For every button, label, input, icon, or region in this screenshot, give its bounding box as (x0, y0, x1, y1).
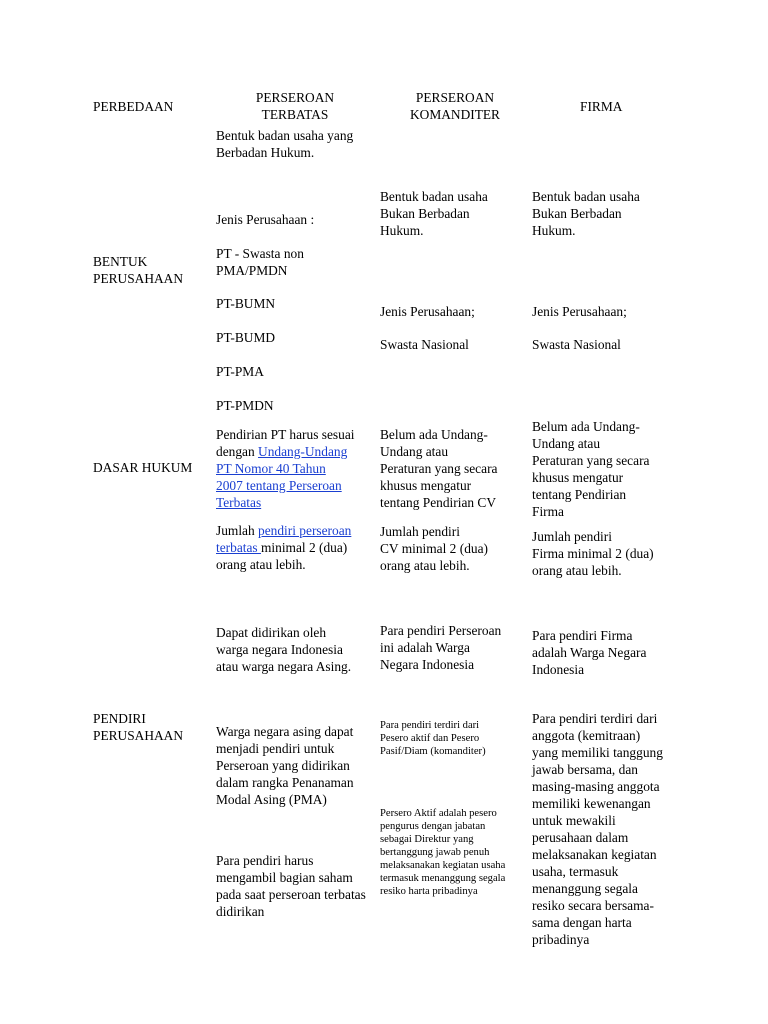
cv-dasar-line5: tentang Pendirian CV (380, 495, 497, 510)
firma-bentuk-line2: Bukan Berbadan (532, 206, 622, 221)
pt-jumlah-line3: orang atau lebih. (216, 557, 306, 572)
header-firma: FIRMA (580, 99, 623, 114)
pt-bumn: PT-BUMN (216, 296, 276, 311)
pt-terbatas-link[interactable]: Terbatas (216, 495, 262, 510)
firma-terdiri-line8: perusahaan dalam (532, 830, 629, 845)
pt-bentuk-line1: Bentuk badan usaha yang (216, 128, 354, 143)
row-label-pendiri-line2: PERUSAHAAN (93, 728, 184, 743)
cv-dasar-line3: Peraturan yang secara (380, 461, 498, 476)
pt-bumd: PT-BUMD (216, 330, 276, 345)
header-perseroan-komanditer-line1: PERSEROAN (415, 90, 495, 105)
pt-jenis-label: Jenis Perusahaan : (216, 212, 315, 227)
pt-pmdn: PT-PMDN (216, 398, 274, 413)
firma-terdiri-line10: usaha, termasuk (532, 864, 619, 879)
pt-asing-line3: Perseroan yang didirikan (216, 758, 350, 773)
firma-jenis: Jenis Perusahaan; (532, 304, 627, 319)
cv-swasta: Swasta Nasional (380, 337, 469, 352)
firma-terdiri-line9: melaksanakan kegiatan (532, 847, 657, 862)
pt-swasta-line1: PT - Swasta non (216, 246, 304, 261)
cv-bentuk-line3: Hukum. (380, 223, 424, 238)
cv-dasar-line1: Belum ada Undang- (380, 427, 488, 442)
cv-aktif-line4: bertanggung jawab penuh (380, 847, 490, 858)
cv-aktif-line6: termasuk menanggung segala (380, 873, 506, 884)
header-perseroan-komanditer-line2: KOMANDITER (409, 107, 500, 122)
terbatas-link[interactable]: terbatas (216, 540, 261, 555)
firma-terdiri-line12: resiko secara bersama- (532, 898, 654, 913)
pendiri-perseroan-link[interactable]: pendiri perseroan (258, 523, 352, 538)
pt-saham-line3: pada saat perseroan terbatas (216, 887, 366, 902)
row-label-dasar-hukum: DASAR HUKUM (93, 460, 193, 475)
header-perseroan-terbatas-line1: PERSEROAN (255, 90, 335, 105)
pt-saham-line2: mengambil bagian saham (216, 870, 353, 885)
pt-pma: PT-PMA (216, 364, 264, 379)
header-perbedaan: PERBEDAAN (93, 99, 174, 114)
firma-bentuk-line3: Hukum. (532, 223, 576, 238)
firma-terdiri-line5: masing-masing anggota (532, 779, 660, 794)
cv-dasar-line2: Undang atau (380, 444, 449, 459)
firma-dasar-line6: Firma (532, 504, 564, 519)
firma-jumlah-line1: Jumlah pendiri (532, 529, 612, 544)
cv-wni-line3: Negara Indonesia (380, 657, 475, 672)
cv-wni-line2: ini adalah Warga (380, 640, 470, 655)
undang-undang-link[interactable]: Undang-Undang (258, 444, 348, 459)
firma-dasar-line5: tentang Pendirian (532, 487, 627, 502)
cv-terdiri-line2: Pesero aktif dan Pesero (380, 733, 480, 744)
pt-asing-line1: Warga negara asing dapat (216, 724, 354, 739)
firma-terdiri-line4: jawab bersama, dan (532, 762, 638, 777)
pt-asing-line2: menjadi pendiri untuk (216, 741, 335, 756)
cv-aktif-line3: sebagai Direktur yang (380, 834, 474, 845)
firma-wni-line2: adalah Warga Negara (532, 645, 647, 660)
pt-didirikan-line3: atau warga negara Asing. (216, 659, 352, 674)
firma-dasar-line2: Undang atau (532, 436, 601, 451)
pt-swasta-line2: PMA/PMDN (216, 263, 288, 278)
firma-terdiri-line1: Para pendiri terdiri dari (532, 711, 658, 726)
firma-dasar-line1: Belum ada Undang- (532, 419, 640, 434)
cv-aktif-line7: resiko harta pribadinya (380, 886, 478, 897)
firma-terdiri-line7: untuk mewakili (532, 813, 616, 828)
cv-wni-line1: Para pendiri Perseroan (380, 623, 502, 638)
pt-asing-line5: Modal Asing (PMA) (216, 792, 327, 807)
pt-bentuk-line2: Berbadan Hukum. (216, 145, 315, 160)
pt-didirikan-line2: warga negara Indonesia (216, 642, 343, 657)
pt-dasar-line1: Pendirian PT harus sesuai (216, 427, 355, 442)
firma-terdiri-line13: sama dengan harta (532, 915, 632, 930)
firma-terdiri-line14: pribadinya (532, 932, 590, 947)
cv-terdiri-line3: Pasif/Diam (komanditer) (380, 746, 486, 757)
row-label-bentuk-line2: PERUSAHAAN (93, 271, 184, 286)
row-label-pendiri-line1: PENDIRI (93, 711, 146, 726)
cv-dasar-line4: khusus mengatur (380, 478, 472, 493)
cv-jenis: Jenis Perusahaan; (380, 304, 475, 319)
cv-aktif-line5: melaksanakan kegiatan usaha (380, 860, 506, 871)
cv-aktif-line1: Persero Aktif adalah pesero (380, 808, 497, 819)
cv-aktif-line2: pengurus dengan jabatan (380, 821, 486, 832)
cv-jumlah-line1: Jumlah pendiri (380, 524, 460, 539)
cv-jumlah-line3: orang atau lebih. (380, 558, 470, 573)
cv-bentuk-line2: Bukan Berbadan (380, 206, 470, 221)
firma-jumlah-line2: Firma minimal 2 (dua) (532, 546, 654, 561)
pt-saham-line1: Para pendiri harus (216, 853, 314, 868)
pt-jumlah-line2-text: minimal 2 (dua) (260, 540, 348, 555)
firma-terdiri-line2: anggota (kemitraan) (532, 728, 641, 743)
firma-dasar-line3: Peraturan yang secara (532, 453, 650, 468)
cv-jumlah-line2: CV minimal 2 (dua) (380, 541, 488, 556)
pt-jumlah-line1-text: Jumlah (216, 523, 259, 538)
pt-asing-line4: dalam rangka Penanaman (216, 775, 354, 790)
firma-jumlah-line3: orang atau lebih. (532, 563, 622, 578)
cv-terdiri-line1: Para pendiri terdiri dari (380, 720, 480, 731)
firma-terdiri-line3: yang memiliki tanggung (532, 745, 663, 760)
firma-terdiri-line6: memiliki kewenangan (532, 796, 651, 811)
pt-saham-line4: didirikan (216, 904, 265, 919)
pt-jumlah-line2 (216, 539, 347, 556)
firma-wni-line1: Para pendiri Firma (532, 628, 633, 643)
pt-tahun-link[interactable]: 2007 tentang Perseroan (216, 478, 342, 493)
firma-bentuk-line1: Bentuk badan usaha (532, 189, 640, 204)
firma-terdiri-line11: menanggung segala (532, 881, 638, 896)
pt-dasar-line2-text: dengan (216, 444, 259, 459)
pt-nomor-link[interactable]: PT Nomor 40 Tahun (216, 461, 326, 476)
firma-swasta: Swasta Nasional (532, 337, 621, 352)
pt-didirikan-line1: Dapat didirikan oleh (216, 625, 327, 640)
cv-bentuk-line1: Bentuk badan usaha (380, 189, 488, 204)
pt-dasar-line2 (216, 443, 347, 460)
firma-dasar-line4: khusus mengatur (532, 470, 624, 485)
firma-wni-line3: Indonesia (532, 662, 585, 677)
header-perseroan-terbatas-line2: TERBATAS (261, 107, 329, 122)
pt-jumlah-line1 (216, 522, 351, 539)
row-label-bentuk-line1: BENTUK (93, 254, 148, 269)
